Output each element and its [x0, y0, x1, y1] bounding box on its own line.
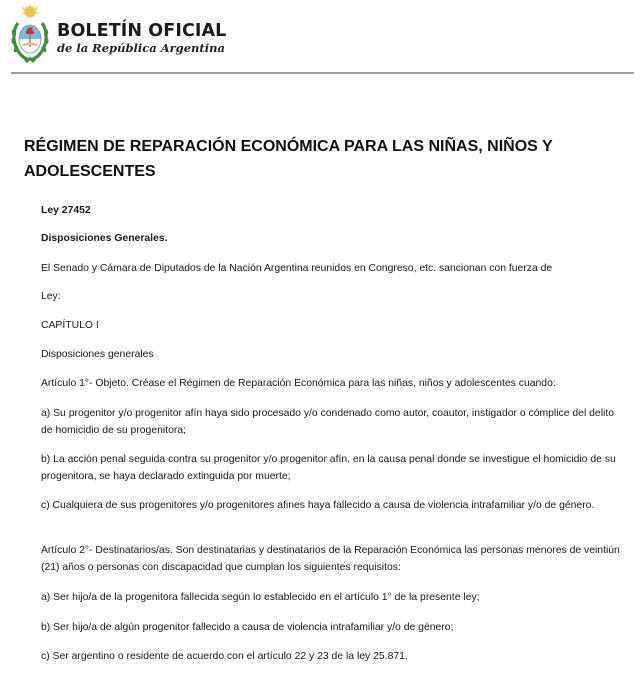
article-2-item-c: c) Ser argentino o residente de acuerdo con el artículo 22 y 23 de la ley 25.871. — [41, 651, 408, 662]
article-1: Artículo 1°- Objeto. Créase el Régimen de Reparación Económica para las niñas, niños y adolescentes cuando: — [41, 378, 556, 389]
chapter-subtitle: Disposiciones generales — [41, 349, 154, 360]
ley-label: Ley: — [41, 291, 61, 302]
article-1-item-a: a) Su progenitor y/o progenitor afín haya sido procesado y/o condenado como autor, coautor, instigador o cómplice del delito de homicidio de su progenitora; — [41, 408, 614, 436]
enactment-formula: El Senado y Cámara de Diputados de la Nación Argentina reunidos en Congreso, etc. sancionan con fuerza de — [41, 263, 553, 274]
article-1-item-c: c) Cualquiera de sus progenitores y/o progenitores afines haya fallecido a causa de violencia intrafamiliar y/o de género. — [41, 500, 595, 511]
header-divider — [11, 72, 634, 74]
law-number: Ley 27452 — [41, 205, 91, 216]
argentina-coat-of-arms-icon — [9, 3, 51, 65]
site-header — [0, 0, 643, 74]
brand-title: BOLETÍN OFICIAL — [57, 21, 227, 41]
article-2-item-b: b) Ser hijo/a de algún progenitor fallecido a causa de violencia intrafamiliar y/o de género; — [41, 622, 454, 633]
article-2-item-a: a) Ser hijo/a de la progenitora fallecida según lo establecido en el artículo 1° de la presente ley; — [41, 592, 480, 603]
brand-subtitle: de la República Argentina — [57, 41, 225, 55]
chapter-heading: CAPÍTULO I — [41, 320, 99, 331]
document-title: RÉGIMEN DE REPARACIÓN ECONÓMICA PARA LAS NIÑAS, NIÑOS Y ADOLESCENTES — [24, 138, 553, 180]
section-heading: Disposiciones Generales. — [41, 233, 168, 244]
article-1-item-b: b) La acción penal seguida contra su progenitor y/o progenitor afín, en la causa penal donde se investigue el homicidio de su progenitora, se haya declarado extinguida por muerte; — [41, 454, 616, 482]
article-2: Artículo 2°- Destinatarios/as. Son destinatarias y destinatarios de la Reparación Económica las personas menores de veintiún (21) años o personas con discapacidad que cumplan los siguientes requisitos: — [41, 545, 620, 573]
